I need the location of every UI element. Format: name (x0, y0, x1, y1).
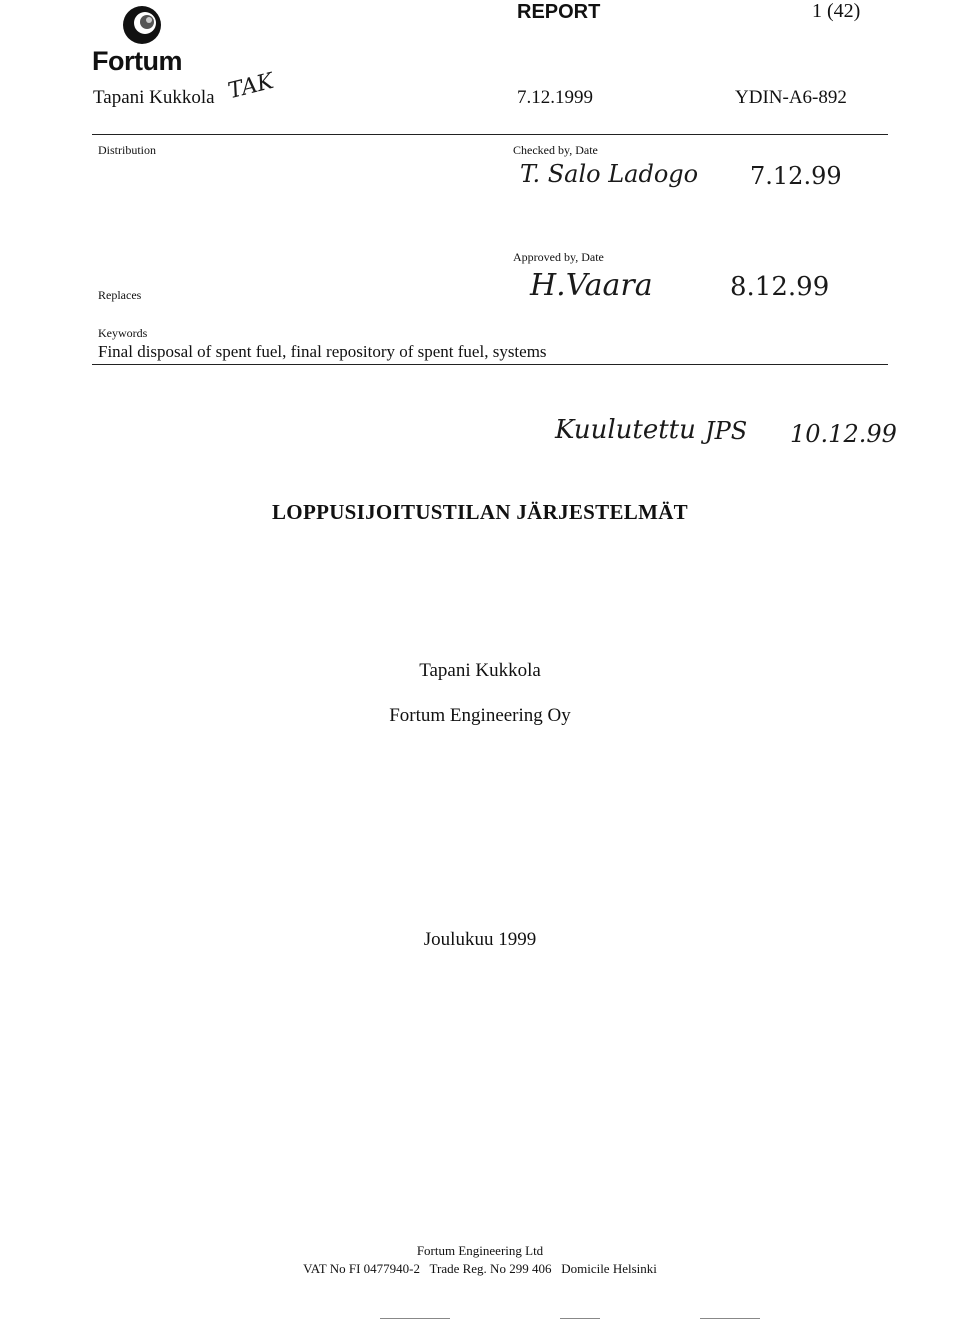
checked-signature: T. Salo Ladogo (520, 160, 699, 188)
report-date: 7.12.1999 (517, 87, 593, 108)
footer-legal (0, 1261, 960, 1277)
keywords-label: Keywords (98, 326, 148, 340)
footer-domicile: Domicile Helsinki (561, 1261, 657, 1276)
author-signature: TAK (225, 68, 277, 105)
stamp-signature-2: JPS (705, 417, 748, 445)
keywords-divider (92, 364, 888, 365)
document-title: LOPPUSIJOITUSTILAN JÄRJESTELMÄT (272, 500, 688, 524)
replaces-label: Replaces (98, 288, 142, 302)
document-id: YDIN-A6-892 (735, 87, 847, 108)
header-divider (92, 134, 888, 135)
footer-trade-reg: Trade Reg. No 299 406 (429, 1261, 552, 1276)
author-organization: Fortum Engineering Oy (389, 705, 571, 726)
keywords-value: Final disposal of spent fuel, final repository of spent fuel, systems (98, 342, 547, 361)
fortum-logo (92, 4, 202, 78)
approved-date: 8.12.99 (730, 272, 830, 302)
author-name: Tapani Kukkola (419, 660, 541, 681)
approved-signature: H.Vaara (530, 268, 653, 303)
page-number: 1 (42) (812, 0, 861, 22)
distribution-label: Distribution (98, 143, 157, 157)
footer-vat: VAT No FI 0477940-2 (303, 1261, 420, 1276)
checked-label: Checked by, Date (513, 143, 598, 157)
issue-date: Joulukuu 1999 (423, 929, 537, 950)
scan-artifact (380, 1318, 450, 1319)
fortum-logo-mark (118, 4, 170, 46)
stamp-signature-1: Kuulutettu (555, 415, 696, 445)
company-name: Fortum (92, 46, 182, 76)
scan-artifact (560, 1318, 600, 1319)
author: Tapani Kukkola (93, 87, 215, 108)
scan-artifact (700, 1318, 760, 1319)
doc-type: REPORT (517, 1, 601, 23)
stamp-date: 10.12.99 (790, 420, 897, 448)
checked-date: 7.12.99 (750, 162, 842, 190)
approved-label: Approved by, Date (513, 250, 604, 264)
footer-company: Fortum Engineering Ltd (416, 1243, 544, 1258)
